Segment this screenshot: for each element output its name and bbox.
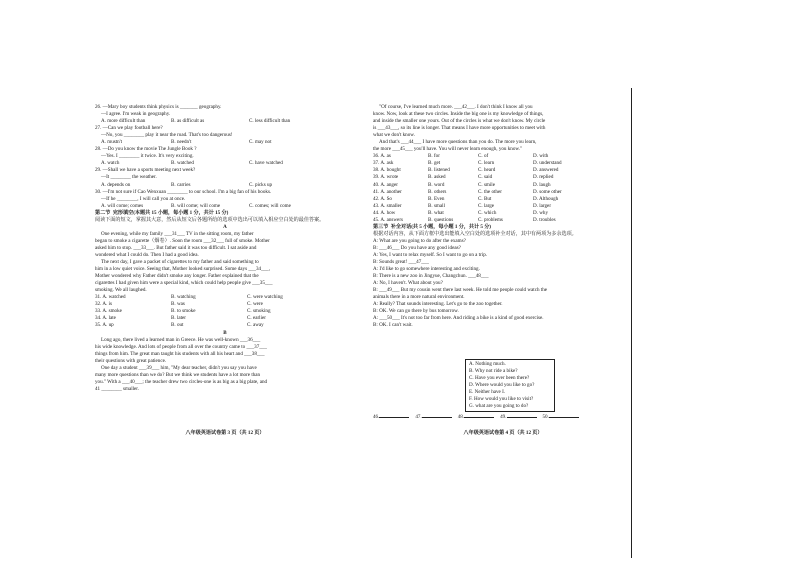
question-28-options [95, 160, 355, 167]
option-row [95, 294, 355, 301]
option[interactable]: 32. A. is [95, 301, 112, 308]
box-option: G. what are you going to do? [469, 403, 529, 410]
option[interactable]: B. get [428, 160, 441, 167]
passage-line: their questions with great patience. [95, 357, 167, 364]
option[interactable]: 45. A. answers [373, 216, 403, 223]
right-page [373, 104, 633, 439]
options-36-45 [373, 153, 633, 223]
option[interactable]: C. picks up [249, 181, 273, 188]
option[interactable]: C. said [478, 174, 493, 181]
left-page [95, 104, 355, 439]
option[interactable]: 39. A. wrote [373, 174, 399, 181]
passage-line: "Of course, I've learned much more. ___42___. I don't think I know all you [379, 104, 533, 110]
dialog-line: A: What are you going to do after the exams? [373, 237, 466, 244]
option[interactable]: B. needn't [171, 139, 192, 146]
dialog-line: A: Yes, I want to relax myself. So I want to go on a trip. [373, 251, 488, 258]
option[interactable]: 44. A. how [373, 209, 396, 216]
passage-line: Mother wondered why Father didn't smoke any longer. Father explained that the [95, 273, 259, 280]
option[interactable]: C. smoking [247, 308, 271, 315]
dialog-line: B: OK. We can go there by bus tomorrow. [373, 308, 459, 315]
option[interactable]: C. learn [478, 160, 495, 167]
passage-line: One evening, while my family ___31___ TV in the sitting room, my father [101, 230, 254, 237]
question-27: 27. —Can we play football here? [95, 125, 163, 132]
dialog-line: B: OK. I can't wait. [373, 322, 413, 329]
passage-a [95, 231, 355, 294]
option[interactable]: 34. A. late [95, 315, 116, 322]
option[interactable]: 38. A. bought [373, 167, 401, 174]
question-29-options [95, 182, 355, 189]
option[interactable]: B. word [428, 181, 445, 188]
option[interactable]: B. carries [171, 181, 191, 188]
option[interactable]: C. But [478, 195, 492, 202]
question-29: 29. —Shall we have a sports meeting next week? [95, 167, 196, 174]
option[interactable]: B. listened [428, 167, 450, 174]
answer-label: 50. [542, 414, 549, 420]
option[interactable]: D. some other [533, 188, 562, 195]
option[interactable]: C. comes; will come [249, 202, 291, 209]
option[interactable]: C. which [478, 209, 497, 216]
options-box [465, 359, 555, 412]
dialog-line: A: Really? That sounds interesting. Let's go to the zoo together. [373, 301, 503, 308]
dialog-line: A: I'd like to go somewhere interesting and exciting. [373, 266, 480, 273]
option[interactable]: D. understand [533, 160, 562, 167]
dialog-line: B: ___49___ But my cousin went there last week. He told me people could watch the [373, 287, 547, 294]
option[interactable]: B. later [171, 315, 186, 322]
passage-b-continued [373, 104, 633, 153]
option[interactable]: 36. A. as [373, 153, 391, 160]
option[interactable]: C. large [478, 202, 495, 209]
passage-line: know. Now, look at these two circles. Inside the big one is my knowledge of things, [373, 111, 544, 118]
passage-line: things from him. The great man taught his students with all his heart and ___38___ [95, 350, 265, 357]
option[interactable]: A. more difficult than [101, 118, 146, 125]
dialog-line: B: ___46___ Do you have any good ideas? [373, 244, 461, 251]
passage-line: what we don't know. [373, 132, 415, 139]
option[interactable]: B. watched [171, 160, 194, 167]
answer-50[interactable] [543, 414, 579, 421]
option[interactable]: D. laugh [533, 181, 551, 188]
option[interactable]: B. others [428, 188, 447, 195]
passage-line: One day a student ___39___ him, "My dear teacher, didn't you say you have [101, 364, 257, 371]
answer-label: 46. [373, 414, 380, 420]
answer-line[interactable] [507, 417, 537, 418]
option[interactable]: B. watching [171, 294, 196, 301]
dialog-line: B: There is a new zoo in Jingyue, Changchun. ___48___ [373, 273, 489, 280]
box-option: E. Neither have I. [469, 389, 506, 396]
passage-line: asked him to stop. ___33___. But father said it was too difficult. I sat aside and [95, 244, 257, 251]
option[interactable]: C. less difficult than [249, 118, 291, 125]
page-footer-right: 八年级英语试卷第 4 页（共 12 页） [463, 429, 543, 436]
question-29-reply: —It ________ the weather. [101, 174, 157, 181]
option-row [373, 189, 633, 196]
option[interactable]: D. why [533, 209, 548, 216]
passage-line: him in a low quiet voice. Seeing that, Mother looked surprised. Some days ___34___, [95, 266, 271, 273]
option[interactable]: B. out [171, 322, 184, 329]
option[interactable]: C. heard [478, 167, 496, 174]
option[interactable]: C. of [478, 153, 489, 160]
box-option: D. Where would you like to go? [469, 382, 535, 389]
option[interactable]: 33. A. smoke [95, 308, 122, 315]
option[interactable]: C. may not [249, 139, 272, 146]
option-row [373, 153, 633, 160]
passage-b-label: B [223, 329, 227, 336]
option[interactable]: C. away [247, 322, 264, 329]
option[interactable]: B. as difficult as [171, 118, 205, 125]
passage-line: cigarettes I had given him were a special kind, which could help people give ___35___ [95, 280, 273, 287]
passage-line: smoking. We all laughed. [95, 287, 147, 294]
option[interactable]: B. asked [428, 174, 446, 181]
passage-line: you." With a ___40___; the teacher drew two circles-one is as big as a big plate, and [95, 378, 268, 385]
option-row [95, 315, 355, 322]
option[interactable]: D. answered [533, 167, 559, 174]
option[interactable]: D. Although [533, 195, 559, 202]
section-3-title: 第三节 补全对话(共 5 小题，每小题 1 分，共计 5 分) [373, 223, 492, 230]
option[interactable]: A. watch [101, 160, 120, 167]
option-row [373, 196, 633, 203]
answer-49[interactable] [500, 414, 536, 421]
option[interactable]: D. larger [533, 202, 552, 209]
option-row [95, 301, 355, 308]
question-26: 26. —Mary boy students think physics is _______ geography. [95, 104, 222, 110]
option[interactable]: D. with [533, 153, 549, 160]
option[interactable]: B. for [428, 153, 440, 160]
passage-a-label: A [223, 223, 227, 230]
section-2-title: 第二节 完形填空(本题共 15 小题，每小题 1 分，共计 15 分) [95, 209, 229, 216]
answer-46[interactable] [373, 414, 409, 421]
option[interactable]: 35. A. up [95, 322, 114, 329]
option[interactable]: B. small [428, 202, 445, 209]
option-row [373, 210, 633, 217]
passage-line: And that's ___44___ I have more questions than you do. The more you learn, [379, 139, 537, 146]
passage-line: 41 ________ smaller. [95, 385, 140, 392]
passage-line: many more questions than we do? But we think we students have a lot more than [95, 371, 261, 378]
answer-line[interactable] [464, 417, 494, 418]
passage-line: wondered what I could do. Then I had a good idea. [95, 251, 199, 258]
option[interactable]: 40. A. anger [373, 181, 398, 188]
question-30-options [95, 203, 355, 210]
option[interactable]: C. were [247, 301, 263, 308]
box-option: A. Nothing much. [469, 361, 506, 367]
passage-line: and inside the smaller one yours. Out of the circles is what we don't know. My circle [373, 118, 546, 125]
option[interactable]: C. the other [478, 188, 502, 195]
section-2-instructions: 阅读下面的短文，掌握其大意，然后从短文后各题所给的选项中选出可以填入相应空白处的最佳答案。 [95, 216, 325, 223]
dialog-line: A: ___50___ It's not too far from here. And riding a bike is a kind of good exercise. [373, 315, 544, 322]
box-option: C. Have you ever been there? [469, 375, 530, 382]
options-31-35 [95, 294, 355, 329]
box-option: F. How would you like to visit? [469, 396, 534, 403]
passage-line: the more ___45___ you'll have. You will never learn enough, you know." [373, 146, 523, 153]
passage-line: his wide knowledge. And lots of people from all over the country came to ___37___ [95, 343, 267, 350]
option[interactable]: C. earlier [247, 315, 266, 322]
question-27-reply: —No, you ________ play it near the road. That's too dangerous! [101, 132, 233, 139]
question-28-reply: —Yes. I ________ it twice. It's very exciting. [101, 153, 194, 160]
answer-blanks [373, 414, 579, 421]
option[interactable]: B. was [171, 301, 185, 308]
answer-line[interactable] [379, 417, 409, 418]
answer-line[interactable] [549, 417, 579, 418]
dialog-line: A: No, I haven't. What about you? [373, 280, 443, 287]
dialog-line: B: Sounds great! ___47___ [373, 259, 429, 266]
option[interactable]: A. will come; comes [101, 202, 144, 209]
option[interactable]: B. questions [428, 216, 454, 223]
option[interactable]: C. problems [478, 216, 503, 223]
option-row [373, 174, 633, 181]
box-option: B. Why not ride a bike? [469, 368, 518, 375]
answer-label: 47. [415, 414, 422, 420]
option[interactable]: 41. A. another [373, 188, 402, 195]
option-row [373, 182, 633, 189]
passage-line: is ___43___, so its line is longer. That means I have more opportunities to meet with [373, 125, 546, 132]
option[interactable]: B. what [428, 209, 444, 216]
option[interactable]: D. troubles [533, 216, 556, 223]
answer-label: 48. [457, 414, 465, 420]
dialog [373, 238, 633, 330]
option[interactable]: B. Even [428, 195, 445, 202]
option[interactable]: D. replied [533, 174, 554, 181]
option[interactable]: 43. A. smaller [373, 202, 402, 209]
option[interactable]: C. were watching [247, 294, 283, 301]
option[interactable]: 42. A. So [373, 195, 392, 202]
option[interactable]: B. to smoke [171, 308, 196, 315]
option-row [373, 160, 633, 167]
question-30-reply: —If he ________, I will call you at once. [101, 195, 186, 202]
passage-b [95, 337, 355, 393]
question-28: 28. —Do you know the movie The Jungle Book ? [95, 146, 197, 153]
dialog-line: animals there in a more natural environment. [373, 294, 465, 301]
option[interactable]: A. depends on [101, 181, 131, 188]
question-27-options [95, 139, 355, 146]
page-footer-left: 八年级英语试卷第 3 页（共 12 页） [185, 429, 265, 436]
option[interactable]: B. will come; will come [171, 202, 221, 209]
option-row [373, 217, 633, 224]
option-row [373, 167, 633, 174]
option-row [95, 308, 355, 315]
question-26-reply: —I agree. I'm weak in geography. [101, 111, 171, 118]
option[interactable]: C. smile [478, 181, 495, 188]
answer-47[interactable] [415, 414, 451, 421]
passage-line: began to smoke a cigarette（烟卷）. Soon the room ___32___ full of smoke. Mother [95, 237, 270, 244]
answer-48[interactable] [458, 414, 494, 421]
option[interactable]: A. mustn't [101, 139, 123, 146]
option[interactable]: 31. A. watched [95, 294, 126, 301]
exam-sheet [95, 104, 635, 439]
answer-label: 49. [500, 414, 507, 420]
option-row [95, 322, 355, 329]
passage-line: The next day, I gave a packet of cigarettes to my father and said something to [101, 259, 259, 266]
option[interactable]: C. have watched [249, 160, 283, 167]
option-row [373, 203, 633, 210]
answer-line[interactable] [422, 417, 452, 418]
question-30: 30. —I'm not sure if Cao Wenxuan ________ to our school. I'm a big fan of his books. [95, 188, 272, 195]
option[interactable]: 37. A. ask [373, 160, 394, 167]
section-3-instructions: 根据对话内容，从下面方框中选出能填入空白处的选项补全对话，其中有两项为多余选项。 [373, 230, 577, 237]
passage-line: Long ago, there lived a learned man in Greece. He was well-known ___36___ [101, 336, 261, 343]
